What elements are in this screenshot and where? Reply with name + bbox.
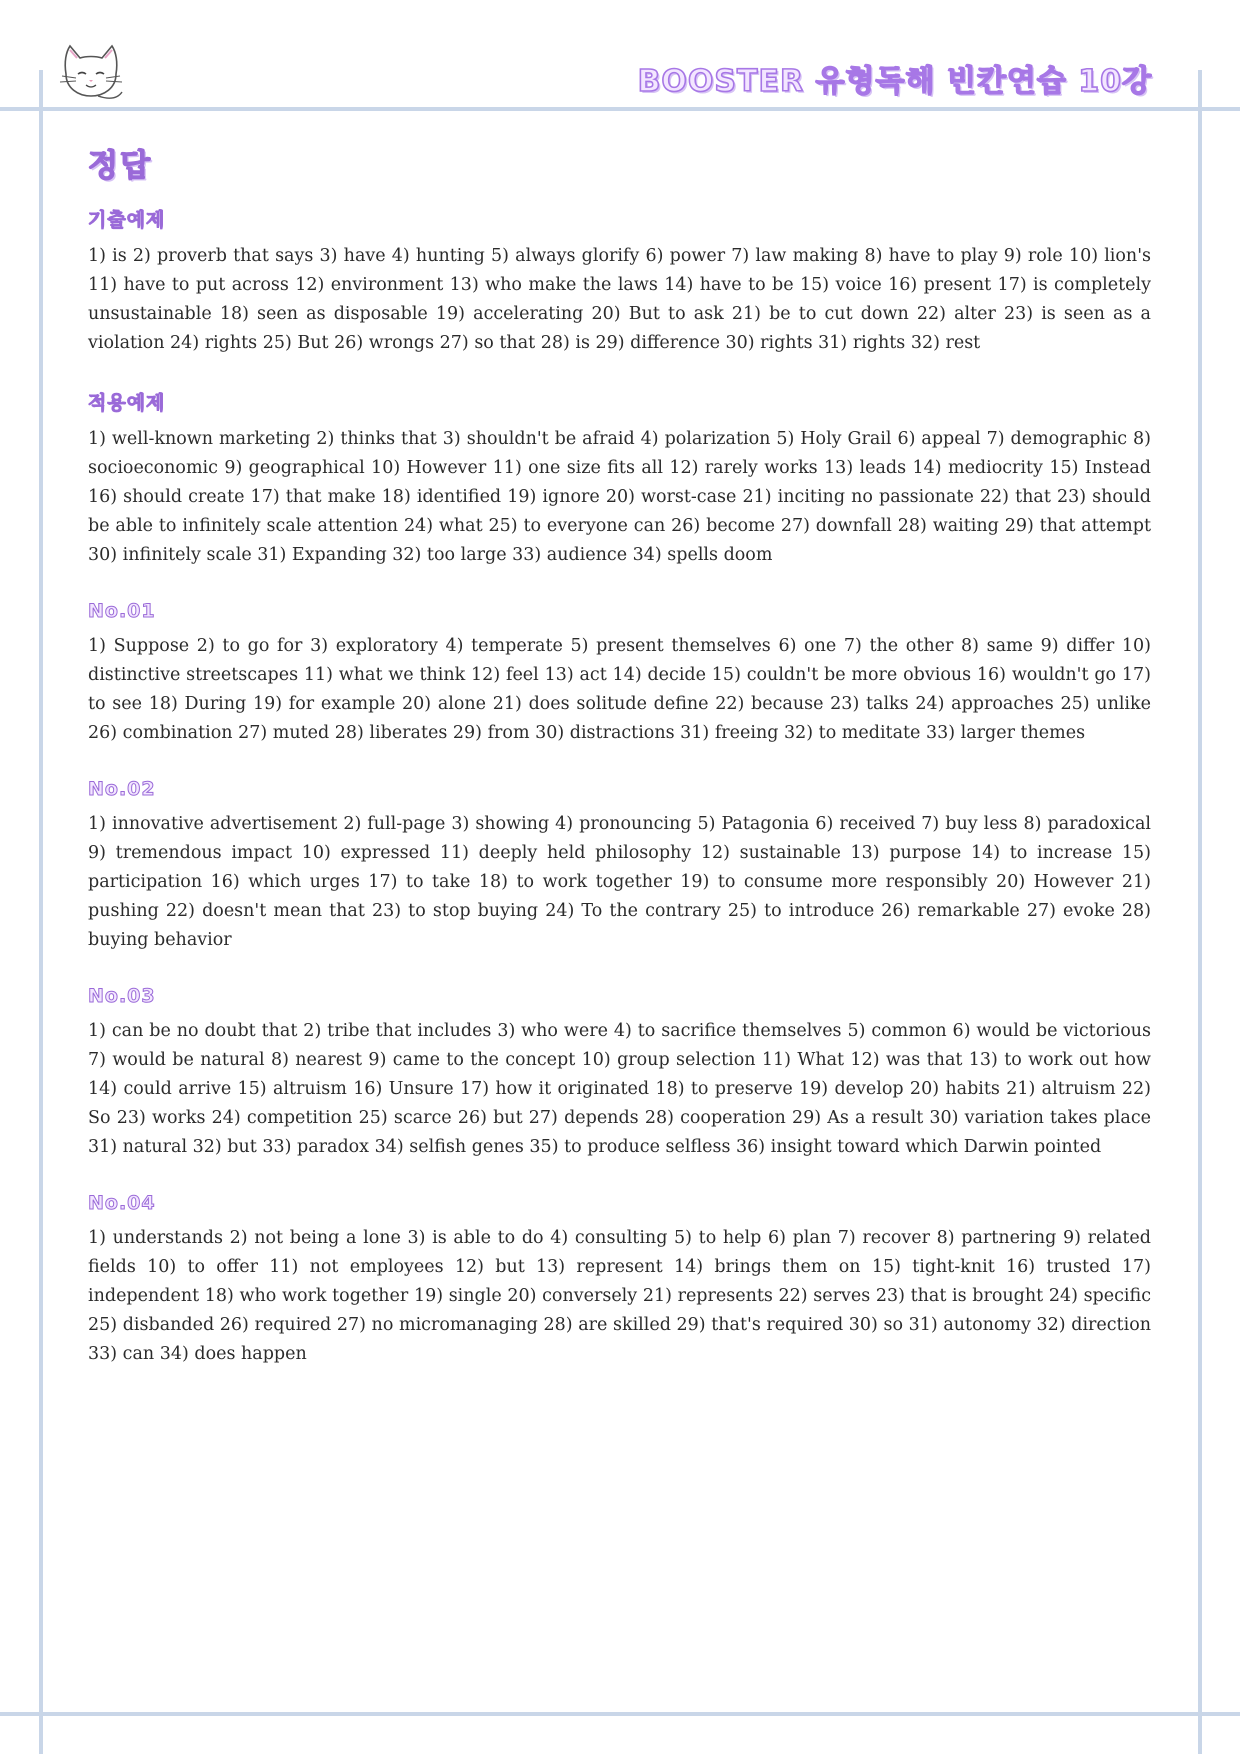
section-applied-example [88,388,1151,570]
section-no-03 [88,985,1151,1162]
cat-logo-icon [58,44,124,102]
section-gichul-example [88,205,1151,358]
frame-bottom-line [0,1712,1240,1716]
section-title: No.01 [88,600,156,622]
section-answers: 1) innovative advertisement 2) full-page 3) showing 4) pronouncing 5) Patagonia 6) received 7) buy less 8) paradoxical 9) tremendous impact 10) expressed 11) deeply held philosophy 12) sustainable 13) purpose 14) to increase 15) participation 16) which urges 17) to take 18) to work together 19) to consume more responsibly 20) However 21) pushing 22) doesn't mean that 23) to stop buying 24) To the contrary 25) to introduce 26) remarkable 27) evoke 28) buying behavior [88,814,1151,950]
header-title: BOOSTER 유형독해 빈칸연습 10강 [637,64,1152,99]
section-answers: 1) can be no doubt that 2) tribe that includes 3) who were 4) to sacrifice themselves 5) common 6) would be victorious 7) would be natural 8) nearest 9) came to the concept 10) group selection 11) What 12) was that 13) to work out how 14) could arrive 15) altruism 16) Unsure 17) how it originated 18) to preserve 19) develop 20) habits 21) altruism 22) So 23) works 24) competition 25) scarce 26) but 27) depends 28) cooperation 29) As a result 30) variation takes place 31) natural 32) but 33) paradox 34) selfish genes 35) to produce selfless 36) insight toward which Darwin pointed [88,1021,1151,1157]
section-answers: 1) is 2) proverb that says 3) have 4) hunting 5) always glorify 6) power 7) law making 8) have to play 9) role 10) lion's 11) have to put across 12) environment 13) who make the laws 14) have to be 15) voice 16) present 17) is completely unsustainable 18) seen as disposable 19) accelerating 20) But to ask 21) be to cut down 22) alter 23) is seen as a violation 24) rights 25) But 26) wrongs 27) so that 28) is 29) difference 30) rights 31) rights 32) rest [88,246,1151,353]
section-answers: 1) well-known marketing 2) thinks that 3) shouldn't be afraid 4) polarization 5) Holy Grail 6) appeal 7) demographic 8) socioeconomic 9) geographical 10) However 11) one size fits all 12) rarely works 13) leads 14) mediocrity 15) Instead 16) should create 17) that make 18) identified 19) ignore 20) worst-case 21) inciting no passionate 22) that 23) should be able to infinitely scale attention 24) what 25) to everyone can 26) become 27) downfall 28) waiting 29) that attempt 30) infinitely scale 31) Expanding 32) too large 33) audience 34) spells doom [88,429,1151,565]
section-answers: 1) Suppose 2) to go for 3) exploratory 4) temperate 5) present themselves 6) one 7) the other 8) same 9) differ 10) distinctive streetscapes 11) what we think 12) feel 13) act 14) decide 15) couldn't be more obvious 16) wouldn't go 17) to see 18) During 19) for example 20) alone 21) does solitude define 22) because 23) talks 24) approaches 25) unlike 26) combination 27) muted 28) liberates 29) from 30) distractions 31) freeing 32) to meditate 33) larger themes [88,636,1151,743]
section-title: 적용예제 [88,392,166,414]
frame-top-line [0,107,1240,111]
answer-title: 정답 [88,148,152,184]
section-no-02 [88,778,1151,955]
frame-left-line [39,70,43,1754]
section-no-01 [88,600,1151,748]
section-title: 기출예제 [88,209,166,231]
section-title: No.02 [88,778,156,800]
section-title: No.04 [88,1192,156,1214]
section-no-04 [88,1192,1151,1369]
section-answers: 1) understands 2) not being a lone 3) is able to do 4) consulting 5) to help 6) plan 7) recover 8) partnering 9) related fields 10) to offer 11) not employees 12) but 13) represent 14) brings them on 15) tight-knit 16) trusted 17) independent 18) who work together 19) single 20) conversely 21) represents 22) serves 23) that is brought 24) specific 25) disbanded 26) required 27) no micromanaging 28) are skilled 29) that's required 30) so 31) autonomy 32) direction 33) can 34) does happen [88,1228,1151,1364]
frame-right-line [1198,70,1202,1754]
section-title: No.03 [88,985,156,1007]
answer-content [88,140,1151,1399]
